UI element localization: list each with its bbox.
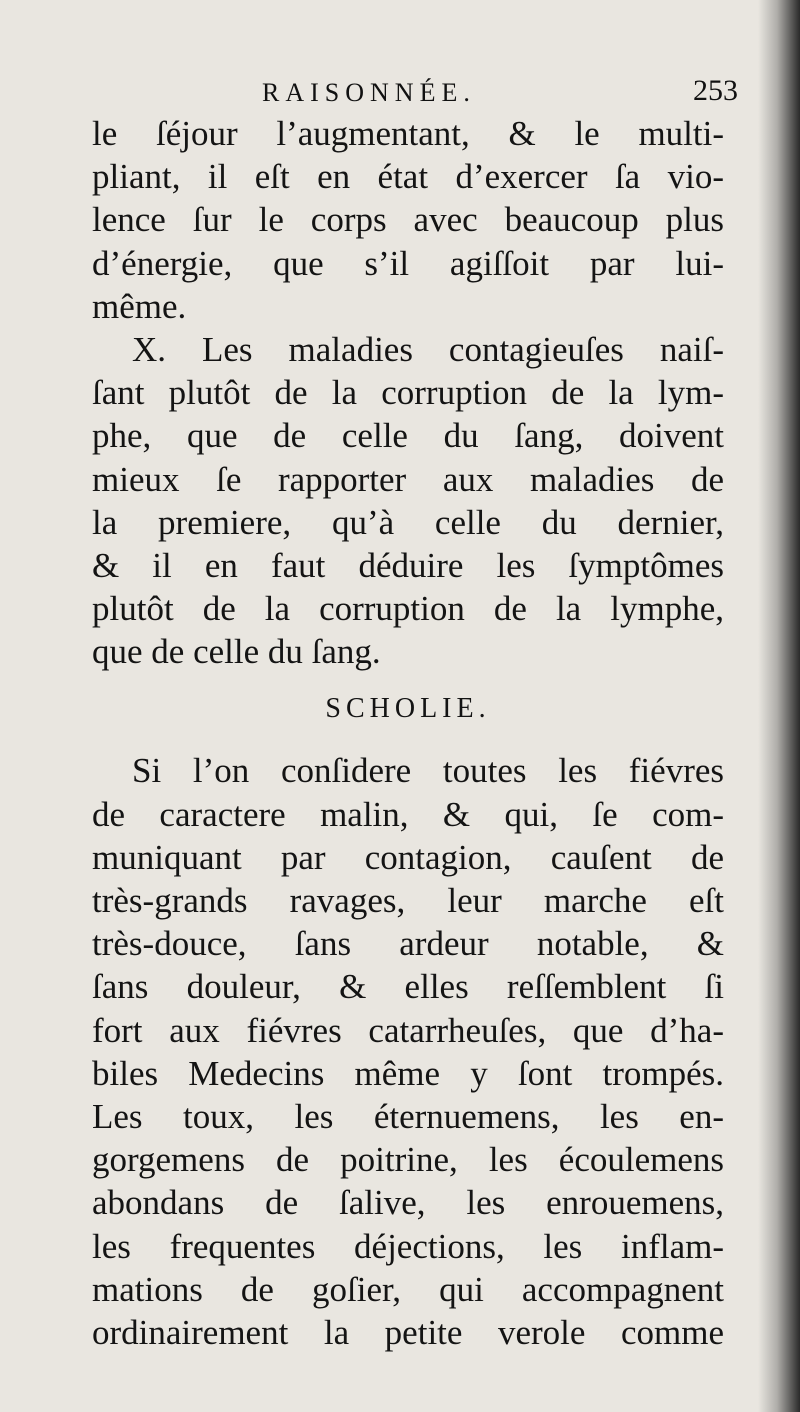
text-line: plutôt de la corruption de la lymphe, — [92, 589, 724, 629]
text-line: gorgemens de poitrine, les écoulemens — [92, 1140, 724, 1180]
text-line: abondans de ſalive, les enrouemens, — [92, 1183, 724, 1223]
text-line: que de celle du ſang. — [92, 632, 381, 672]
binding-shadow — [758, 0, 800, 1412]
text-line: Si l’on conſidere toutes les fiévres — [132, 751, 724, 791]
text-line: la premiere, qu’à celle du dernier, — [92, 502, 724, 542]
text-line: phe, que de celle du ſang, doivent — [92, 416, 724, 456]
paragraph-1 — [92, 112, 724, 328]
text-line: ordinairement la petite verole comme — [92, 1312, 724, 1352]
paragraph-2 — [92, 328, 724, 674]
text-line: mieux ſe rapporter aux maladies de — [92, 459, 724, 499]
text-line: muniquant par contagion, cauſent de — [92, 837, 724, 877]
scholie-heading: SCHOLIE. — [325, 693, 491, 725]
text-line: même. — [92, 286, 187, 326]
spacer — [92, 735, 724, 749]
text-line: de caractere malin, & qui, ſe com- — [92, 794, 724, 834]
text-line: très-douce, ſans ardeur notable, & — [92, 924, 724, 964]
text-line: d’énergie, que s’il agiſſoit par lui- — [92, 243, 724, 283]
text-line: ſant plutôt de la corruption de la lym- — [92, 373, 724, 413]
text-line: pliant, il eſt en état d’exercer ſa vio- — [92, 157, 724, 197]
paragraph-3 — [92, 749, 724, 1354]
running-head: RAISONNÉE. — [262, 78, 476, 107]
text-line: les frequentes déjections, les inflam- — [92, 1226, 724, 1266]
page-header — [96, 74, 746, 114]
text-line: lence ſur le corps avec beaucoup plus — [92, 200, 724, 240]
text-line: X. Les maladies contagieuſes naiſ- — [132, 329, 724, 369]
text-line: Les toux, les éternuemens, les en- — [92, 1096, 724, 1136]
text-line: biles Medecins même y ſont trompés. — [92, 1053, 724, 1093]
text-line: le ſéjour l’augmentant, & le multi- — [92, 114, 724, 153]
text-line: très-grands ravages, leur marche eſt — [92, 881, 724, 920]
body-text — [92, 112, 724, 1354]
text-line: fort aux fiévres catarrheuſes, que d’ha- — [92, 1010, 724, 1050]
text-line: mations de goſier, qui accompagnent — [92, 1269, 724, 1309]
text-line: ſans douleur, & elles reſſemblent ſi — [92, 967, 724, 1007]
text-line: & il en faut déduire les ſymptômes — [92, 545, 724, 585]
page-number: 253 — [693, 74, 738, 107]
